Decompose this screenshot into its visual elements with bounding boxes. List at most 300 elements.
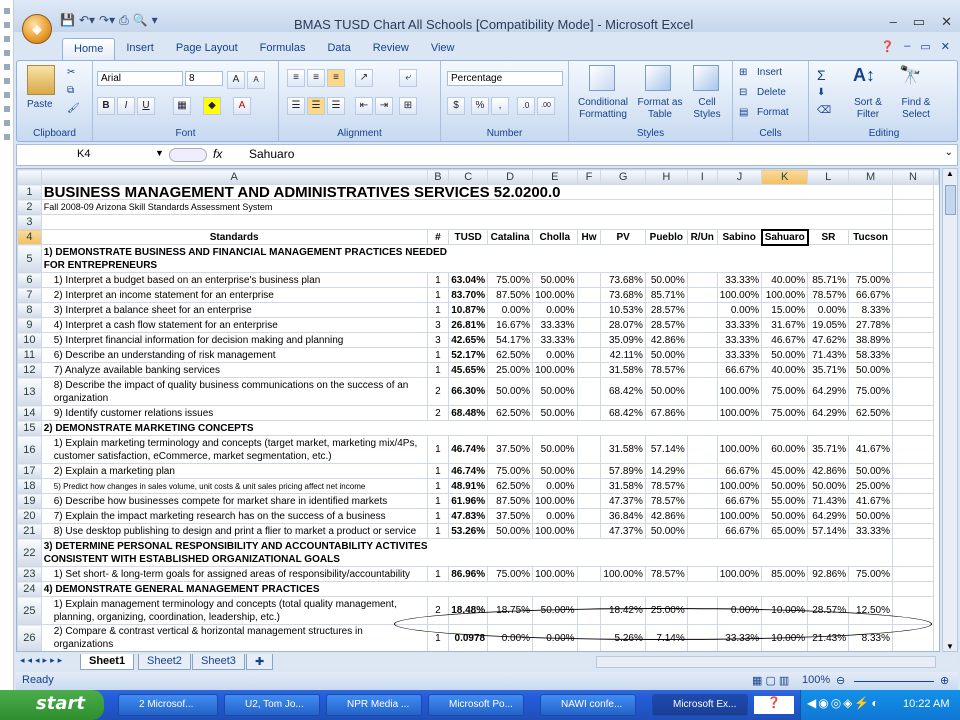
font-color-icon[interactable]: A xyxy=(233,97,251,115)
score-cell[interactable]: 100.00% xyxy=(762,288,808,303)
score-cell[interactable]: 50.00% xyxy=(762,509,808,524)
score-cell[interactable]: 50.00% xyxy=(645,348,687,363)
taskbar-button-5[interactable]: NAWI confe... xyxy=(540,694,636,716)
spare-cell[interactable] xyxy=(892,363,933,378)
score-cell[interactable]: 53.26% xyxy=(449,524,488,539)
score-cell[interactable]: 75.00% xyxy=(849,378,893,406)
score-cell[interactable]: 50.00% xyxy=(762,348,808,363)
score-cell[interactable]: 41.67% xyxy=(849,494,893,509)
zoom-out-icon[interactable]: ⊖ xyxy=(836,675,846,687)
column-header-f[interactable]: F xyxy=(577,170,601,185)
score-cell[interactable]: 50.00% xyxy=(488,524,533,539)
taskbar-button-1[interactable]: 2 Microsof... xyxy=(118,694,218,716)
currency-button[interactable]: $ xyxy=(447,97,465,115)
row-header[interactable]: 1 xyxy=(18,185,42,200)
sheet-nav-icons[interactable]: ◂◂◂▸▸▸ xyxy=(20,655,66,665)
score-cell[interactable]: 62.50% xyxy=(849,406,893,421)
scroll-down-icon[interactable]: ▼ xyxy=(946,642,954,651)
spare-cell[interactable] xyxy=(892,436,933,464)
scroll-thumb[interactable] xyxy=(945,185,956,215)
align-bottom-icon[interactable]: ≡ xyxy=(327,69,345,87)
wrap-text-icon[interactable]: ⤶ xyxy=(399,69,417,87)
standard-cell[interactable]: 6) Describe an understanding of risk management xyxy=(41,348,427,363)
row-header[interactable]: 23 xyxy=(18,567,42,582)
find-select-button[interactable]: Find & Select xyxy=(901,97,931,120)
score-cell[interactable]: 0.00% xyxy=(488,303,533,318)
score-cell[interactable] xyxy=(687,406,717,421)
section-heading[interactable] xyxy=(41,215,892,230)
score-cell[interactable] xyxy=(645,652,687,653)
standard-cell[interactable]: 1) Set short- & long-term goals for assigned areas of responsibility/accountability xyxy=(41,567,427,582)
score-cell[interactable]: 86.96% xyxy=(449,567,488,582)
score-cell[interactable]: 87.50% xyxy=(488,494,533,509)
count-cell[interactable]: 1 xyxy=(427,479,449,494)
score-cell[interactable]: 75.00% xyxy=(762,406,808,421)
align-middle-icon[interactable]: ≡ xyxy=(307,69,325,87)
score-cell[interactable] xyxy=(577,406,601,421)
score-cell[interactable]: 25.00% xyxy=(488,363,533,378)
minimize-button[interactable]: – xyxy=(889,14,897,29)
score-cell[interactable]: 66.30% xyxy=(449,378,488,406)
undo-icon[interactable]: ↶▾ xyxy=(78,13,96,27)
score-cell[interactable]: 58.33% xyxy=(849,348,893,363)
column-header-c[interactable]: C xyxy=(449,170,488,185)
score-cell[interactable]: 25.00% xyxy=(849,479,893,494)
new-sheet-icon[interactable]: ✚ xyxy=(246,654,273,670)
count-cell[interactable]: 1 xyxy=(427,509,449,524)
score-cell[interactable]: 78.57% xyxy=(645,479,687,494)
score-cell[interactable] xyxy=(533,652,577,653)
score-cell[interactable]: Pueblo xyxy=(645,230,687,245)
cell-styles-button[interactable]: Cell Styles xyxy=(693,97,721,120)
score-cell[interactable] xyxy=(577,273,601,288)
score-cell[interactable]: 50.00% xyxy=(762,479,808,494)
score-cell[interactable] xyxy=(577,378,601,406)
score-cell[interactable]: 31.58% xyxy=(601,436,645,464)
score-cell[interactable]: 35.71% xyxy=(808,436,849,464)
count-cell[interactable] xyxy=(427,652,449,653)
score-cell[interactable]: 66.67% xyxy=(717,494,761,509)
score-cell[interactable]: 18.42% xyxy=(601,597,645,625)
score-cell[interactable] xyxy=(687,273,717,288)
score-cell[interactable] xyxy=(577,333,601,348)
score-cell[interactable]: 71.43% xyxy=(808,348,849,363)
score-cell[interactable]: 57.14% xyxy=(808,524,849,539)
spare-cell[interactable] xyxy=(892,539,933,567)
score-cell[interactable]: 50.00% xyxy=(645,524,687,539)
score-cell[interactable]: 85.71% xyxy=(645,288,687,303)
decrease-decimal-button[interactable]: .00 xyxy=(537,97,555,115)
score-cell[interactable]: 25.00% xyxy=(645,597,687,625)
score-cell[interactable]: 73.68% xyxy=(601,288,645,303)
score-cell[interactable]: Sabino xyxy=(717,230,761,245)
section-heading[interactable]: 1) DEMONSTRATE BUSINESS AND FINANCIAL MANAGEMENT PRACTICES NEEDED FOR ENTREPRENEURS xyxy=(41,245,892,273)
score-cell[interactable]: 100.00% xyxy=(601,567,645,582)
score-cell[interactable]: 50.00% xyxy=(533,273,577,288)
score-cell[interactable]: 5.26% xyxy=(601,625,645,652)
row-header[interactable]: 25 xyxy=(18,597,42,625)
standard-cell[interactable]: 1) Interpret a budget based on an enterprise's business plan xyxy=(41,273,427,288)
score-cell[interactable]: 57.14% xyxy=(645,436,687,464)
score-cell[interactable] xyxy=(687,479,717,494)
italic-button[interactable]: I xyxy=(117,97,135,115)
score-cell[interactable]: 87.50% xyxy=(488,288,533,303)
score-cell[interactable]: 92.86% xyxy=(808,567,849,582)
spare-cell[interactable] xyxy=(892,567,933,582)
score-cell[interactable]: 62.50% xyxy=(488,406,533,421)
score-cell[interactable]: 78.57% xyxy=(645,567,687,582)
format-cells-button[interactable]: Format xyxy=(757,107,789,118)
taskbar-button-6[interactable]: Microsoft Ex... xyxy=(652,694,748,716)
score-cell[interactable]: 0.00% xyxy=(717,597,761,625)
score-cell[interactable]: 100.00% xyxy=(717,378,761,406)
taskbar-button-4[interactable]: Microsoft Po... xyxy=(428,694,524,716)
cut-icon[interactable]: ✂ xyxy=(67,67,76,78)
score-cell[interactable] xyxy=(687,303,717,318)
score-cell[interactable]: 50.00% xyxy=(533,464,577,479)
scroll-up-icon[interactable]: ▲ xyxy=(946,169,954,178)
standard-cell[interactable]: 5) Interpret financial information for decision making and planning xyxy=(41,333,427,348)
row-header[interactable] xyxy=(18,652,42,653)
vertical-scrollbar[interactable] xyxy=(942,168,958,652)
spare-cell[interactable] xyxy=(892,652,933,653)
column-header-g[interactable]: G xyxy=(601,170,645,185)
count-cell[interactable]: 1 xyxy=(427,348,449,363)
delete-cells-button[interactable]: Delete xyxy=(757,87,786,98)
font-size-select[interactable]: 8 xyxy=(185,71,223,86)
score-cell[interactable]: 42.86% xyxy=(808,464,849,479)
score-cell[interactable]: 45.00% xyxy=(762,464,808,479)
score-cell[interactable] xyxy=(577,288,601,303)
horizontal-scrollbar[interactable] xyxy=(596,656,936,668)
score-cell[interactable]: 46.74% xyxy=(449,436,488,464)
increase-decimal-button[interactable]: .0 xyxy=(517,97,535,115)
tab-sheet1[interactable]: Sheet1 xyxy=(80,654,134,670)
score-cell[interactable] xyxy=(577,494,601,509)
score-cell[interactable]: 28.57% xyxy=(645,318,687,333)
score-cell[interactable]: 0.00% xyxy=(533,303,577,318)
increase-indent-icon[interactable]: ⇥ xyxy=(375,97,393,115)
score-cell[interactable]: 0.0978 xyxy=(449,625,488,652)
spare-cell[interactable] xyxy=(892,303,933,318)
score-cell[interactable]: 8.33% xyxy=(849,625,893,652)
score-cell[interactable]: 78.57% xyxy=(645,494,687,509)
count-cell[interactable]: 2 xyxy=(427,406,449,421)
row-header[interactable]: 7 xyxy=(18,288,42,303)
score-cell[interactable]: 50.00% xyxy=(488,378,533,406)
score-cell[interactable]: 61.96% xyxy=(449,494,488,509)
doc-close-button[interactable]: ✕ xyxy=(940,41,950,53)
borders-icon[interactable]: ▦ xyxy=(173,97,191,115)
fill-color-icon[interactable]: ◆ xyxy=(203,97,221,115)
row-header[interactable]: 16 xyxy=(18,436,42,464)
score-cell[interactable]: 33.33% xyxy=(717,333,761,348)
score-cell[interactable]: R/Un xyxy=(687,230,717,245)
tab-sheet2[interactable]: Sheet2 xyxy=(138,654,191,670)
score-cell[interactable]: 14.29% xyxy=(645,464,687,479)
score-cell[interactable]: 0.00% xyxy=(533,625,577,652)
standard-cell[interactable]: 5) Predict how changes in sales volume, unit costs & unit sales pricing affect net income xyxy=(41,479,427,494)
score-cell[interactable]: 50.00% xyxy=(849,464,893,479)
score-cell[interactable]: 75.00% xyxy=(762,378,808,406)
score-cell[interactable]: 28.07% xyxy=(601,318,645,333)
select-all-corner[interactable] xyxy=(18,170,42,185)
percent-button[interactable]: % xyxy=(471,97,489,115)
score-cell[interactable]: TUSD xyxy=(449,230,488,245)
score-cell[interactable]: 0.00% xyxy=(533,348,577,363)
spare-cell[interactable] xyxy=(892,509,933,524)
spare-cell[interactable] xyxy=(892,348,933,363)
count-cell[interactable]: 1 xyxy=(427,625,449,652)
score-cell[interactable]: Cholla xyxy=(533,230,577,245)
spare-cell[interactable] xyxy=(892,406,933,421)
row-header[interactable]: 2 xyxy=(18,200,42,215)
score-cell[interactable] xyxy=(577,567,601,582)
score-cell[interactable]: 75.00% xyxy=(849,273,893,288)
score-cell[interactable]: 33.33% xyxy=(533,318,577,333)
score-cell[interactable]: 100.00% xyxy=(717,567,761,582)
column-header-d[interactable]: D xyxy=(488,170,533,185)
spare-cell[interactable] xyxy=(892,524,933,539)
standard-cell[interactable]: 4) Interpret a cash flow statement for an enterprise xyxy=(41,318,427,333)
score-cell[interactable]: 10.00% xyxy=(762,625,808,652)
score-cell[interactable]: 42.86% xyxy=(645,509,687,524)
formula-input[interactable]: Sahuaro xyxy=(249,147,295,161)
score-cell[interactable] xyxy=(808,652,849,653)
start-button[interactable] xyxy=(0,690,104,720)
count-cell[interactable]: 1 xyxy=(427,288,449,303)
count-cell[interactable]: 3 xyxy=(427,318,449,333)
score-cell[interactable]: 38.89% xyxy=(849,333,893,348)
decrease-indent-icon[interactable]: ⇤ xyxy=(355,97,373,115)
spare-cell[interactable] xyxy=(892,333,933,348)
score-cell[interactable]: 66.67% xyxy=(717,524,761,539)
name-box[interactable]: K4 xyxy=(77,148,91,160)
score-cell[interactable]: 37.50% xyxy=(488,436,533,464)
score-cell[interactable]: 54.17% xyxy=(488,333,533,348)
score-cell[interactable]: 57.89% xyxy=(601,464,645,479)
count-cell[interactable]: 1 xyxy=(427,363,449,378)
comma-button[interactable]: , xyxy=(491,97,509,115)
score-cell[interactable]: PV xyxy=(601,230,645,245)
row-header[interactable]: 6 xyxy=(18,273,42,288)
row-header[interactable]: 18 xyxy=(18,479,42,494)
score-cell[interactable]: 100.00% xyxy=(533,363,577,378)
paste-button[interactable]: Paste xyxy=(27,99,53,110)
score-cell[interactable]: 75.00% xyxy=(488,273,533,288)
standard-cell[interactable]: 6) Describe how businesses compete for market share in identified markets xyxy=(41,494,427,509)
score-cell[interactable]: 0.00% xyxy=(808,303,849,318)
score-cell[interactable] xyxy=(449,652,488,653)
score-cell[interactable]: 73.68% xyxy=(601,273,645,288)
fill-icon[interactable]: ⬇ xyxy=(817,87,826,98)
score-cell[interactable] xyxy=(687,318,717,333)
standard-cell[interactable]: 1) Explain marketing terminology and concepts (target market, marketing mix/4Ps, customer satisfaction, eCommerce, market segmentation, etc.) xyxy=(41,436,427,464)
underline-button[interactable]: U xyxy=(137,97,155,115)
score-cell[interactable]: 50.00% xyxy=(849,363,893,378)
align-center-icon[interactable]: ☰ xyxy=(307,97,325,115)
score-cell[interactable]: 78.57% xyxy=(645,363,687,378)
row-header[interactable]: 3 xyxy=(18,215,42,230)
score-cell[interactable]: 47.62% xyxy=(808,333,849,348)
row-header[interactable]: 14 xyxy=(18,406,42,421)
score-cell[interactable]: 100.00% xyxy=(533,567,577,582)
tab-sheet3[interactable]: Sheet3 xyxy=(192,654,245,670)
tab-formulas[interactable]: Formulas xyxy=(259,42,306,54)
tab-review[interactable]: Review xyxy=(372,42,409,54)
zoom-in-icon[interactable]: ⊕ xyxy=(940,675,950,687)
score-cell[interactable]: 28.57% xyxy=(645,303,687,318)
name-box-dropdown-icon[interactable]: ▼ xyxy=(155,148,164,158)
standard-cell[interactable]: 2) Interpret an income statement for an enterprise xyxy=(41,288,427,303)
row-header[interactable]: 24 xyxy=(18,582,42,597)
score-cell[interactable]: 100.00% xyxy=(717,288,761,303)
score-cell[interactable] xyxy=(488,652,533,653)
score-cell[interactable] xyxy=(601,652,645,653)
row-header[interactable]: 12 xyxy=(18,363,42,378)
column-header-a[interactable]: A xyxy=(41,170,427,185)
sheet-subtitle[interactable]: Fall 2008-09 Arizona Skill Standards Assessment System xyxy=(41,200,892,215)
clear-icon[interactable]: ⌫ xyxy=(817,105,832,116)
score-cell[interactable]: 10.87% xyxy=(449,303,488,318)
shrink-font-button[interactable]: A xyxy=(247,71,265,89)
count-cell[interactable]: 2 xyxy=(427,597,449,625)
view-buttons[interactable]: ▦ ▢ ▥ xyxy=(752,675,790,687)
column-header-i[interactable]: I xyxy=(687,170,717,185)
section-heading[interactable]: 3) DETERMINE PERSONAL RESPONSIBILITY AND ACCOUNTABILITY ACTIVITES CONSISTENT WITH ESTABLISHED ORGANIZATIONAL GOALS xyxy=(41,539,892,567)
row-header[interactable]: 22 xyxy=(18,539,42,567)
spare-cell[interactable] xyxy=(892,230,933,245)
score-cell[interactable]: 28.57% xyxy=(808,597,849,625)
expand-formula-bar-icon[interactable]: ⌄ xyxy=(944,147,953,158)
spare-cell[interactable] xyxy=(892,185,933,200)
score-cell[interactable] xyxy=(687,524,717,539)
standard-cell[interactable]: 2) Explain a marketing plan xyxy=(41,464,427,479)
format-as-table-button[interactable]: Format as Table xyxy=(637,97,683,120)
tab-data[interactable]: Data xyxy=(327,42,351,54)
column-header-m[interactable]: M xyxy=(849,170,893,185)
tab-page-layout[interactable]: Page Layout xyxy=(175,42,238,54)
column-header-j[interactable]: J xyxy=(717,170,761,185)
score-cell[interactable]: Tucson xyxy=(849,230,893,245)
score-cell[interactable]: 68.42% xyxy=(601,378,645,406)
score-cell[interactable] xyxy=(687,436,717,464)
score-cell[interactable]: 66.67% xyxy=(717,363,761,378)
score-cell[interactable]: 42.11% xyxy=(601,348,645,363)
score-cell[interactable]: 7.14% xyxy=(645,625,687,652)
standard-cell[interactable]: 8) Describe the impact of quality business communications on the success of an organization xyxy=(41,378,427,406)
score-cell[interactable] xyxy=(577,363,601,378)
row-header[interactable]: 19 xyxy=(18,494,42,509)
print-preview-icon[interactable]: 🔍 xyxy=(132,13,148,27)
count-cell[interactable]: 1 xyxy=(427,273,449,288)
standard-cell[interactable]: 8) Use desktop publishing to design and print a flier to market a product or service xyxy=(41,524,427,539)
score-cell[interactable]: 60.00% xyxy=(762,436,808,464)
score-cell[interactable]: 26.81% xyxy=(449,318,488,333)
score-cell[interactable]: 83.70% xyxy=(449,288,488,303)
format-painter-icon[interactable]: 🖌 xyxy=(67,103,80,114)
score-cell[interactable] xyxy=(577,303,601,318)
score-cell[interactable]: 41.67% xyxy=(849,436,893,464)
score-cell[interactable]: 18.48% xyxy=(449,597,488,625)
score-cell[interactable]: 15.00% xyxy=(762,303,808,318)
score-cell[interactable]: 48.91% xyxy=(449,479,488,494)
tab-view[interactable]: View xyxy=(430,42,455,54)
column-header-n[interactable]: N xyxy=(892,170,933,185)
column-header-l[interactable]: L xyxy=(808,170,849,185)
score-cell[interactable]: 52.17% xyxy=(449,348,488,363)
score-cell[interactable]: 85.71% xyxy=(808,273,849,288)
spare-cell[interactable] xyxy=(892,288,933,303)
spare-cell[interactable] xyxy=(892,494,933,509)
align-right-icon[interactable]: ☰ xyxy=(327,97,345,115)
score-cell[interactable]: 100.00% xyxy=(717,406,761,421)
spare-cell[interactable] xyxy=(892,582,933,597)
score-cell[interactable]: 50.00% xyxy=(808,479,849,494)
score-cell[interactable]: Catalina xyxy=(488,230,533,245)
score-cell[interactable] xyxy=(577,509,601,524)
score-cell[interactable]: 42.65% xyxy=(449,333,488,348)
score-cell[interactable]: 50.00% xyxy=(645,378,687,406)
row-header[interactable]: 11 xyxy=(18,348,42,363)
standard-cell[interactable]: 1) Explain management terminology and concepts (total quality management, planning, organizing, coordination, leadership, etc.) xyxy=(41,597,427,625)
score-cell[interactable] xyxy=(577,464,601,479)
score-cell[interactable]: 10.00% xyxy=(762,597,808,625)
score-cell[interactable]: 37.50% xyxy=(488,509,533,524)
score-cell[interactable]: 33.33% xyxy=(717,348,761,363)
count-cell[interactable]: 1 xyxy=(427,303,449,318)
score-cell[interactable] xyxy=(577,479,601,494)
score-cell[interactable]: 27.78% xyxy=(849,318,893,333)
sheet-title[interactable]: BUSINESS MANAGEMENT AND ADMINISTRATIVES SERVICES 52.0200.0 xyxy=(41,185,892,200)
score-cell[interactable]: 33.33% xyxy=(717,318,761,333)
score-cell[interactable]: 100.00% xyxy=(717,509,761,524)
score-cell[interactable]: 33.33% xyxy=(533,333,577,348)
column-header-e[interactable]: E xyxy=(533,170,577,185)
score-cell[interactable]: 50.00% xyxy=(645,273,687,288)
taskbar-button-3[interactable]: NPR Media ... xyxy=(326,694,422,716)
formula-bar-divider[interactable] xyxy=(169,148,207,162)
spare-cell[interactable] xyxy=(892,464,933,479)
redo-icon[interactable]: ↷▾ xyxy=(99,13,116,27)
row-header[interactable]: 17 xyxy=(18,464,42,479)
score-cell[interactable]: 63.04% xyxy=(449,273,488,288)
copy-icon[interactable]: ⧉ xyxy=(67,85,75,96)
score-cell[interactable]: 50.00% xyxy=(533,378,577,406)
standard-cell[interactable]: 7) Analyze available banking services xyxy=(41,363,427,378)
score-cell[interactable]: 36.84% xyxy=(601,509,645,524)
row-header[interactable]: 4 xyxy=(18,230,42,245)
score-cell[interactable]: 55.00% xyxy=(762,494,808,509)
print-icon[interactable]: ⎙ xyxy=(119,12,129,27)
score-cell[interactable] xyxy=(577,436,601,464)
score-cell[interactable] xyxy=(577,524,601,539)
section-heading[interactable]: 2) DEMONSTRATE MARKETING CONCEPTS xyxy=(41,421,892,436)
help-icon[interactable]: ❓ xyxy=(880,41,895,53)
score-cell[interactable]: 65.00% xyxy=(762,524,808,539)
score-cell[interactable]: 33.33% xyxy=(849,524,893,539)
font-name-select[interactable]: Arial xyxy=(97,71,183,86)
grow-font-button[interactable]: A xyxy=(227,71,245,89)
score-cell[interactable]: 47.37% xyxy=(601,494,645,509)
doc-restore-button[interactable]: ▭ xyxy=(920,41,931,53)
align-left-icon[interactable]: ☰ xyxy=(287,97,305,115)
row-header[interactable]: 26 xyxy=(18,625,42,652)
score-cell[interactable] xyxy=(577,348,601,363)
score-cell[interactable]: 50.00% xyxy=(533,406,577,421)
score-cell[interactable]: 68.42% xyxy=(601,406,645,421)
score-cell[interactable]: 0.00% xyxy=(488,625,533,652)
